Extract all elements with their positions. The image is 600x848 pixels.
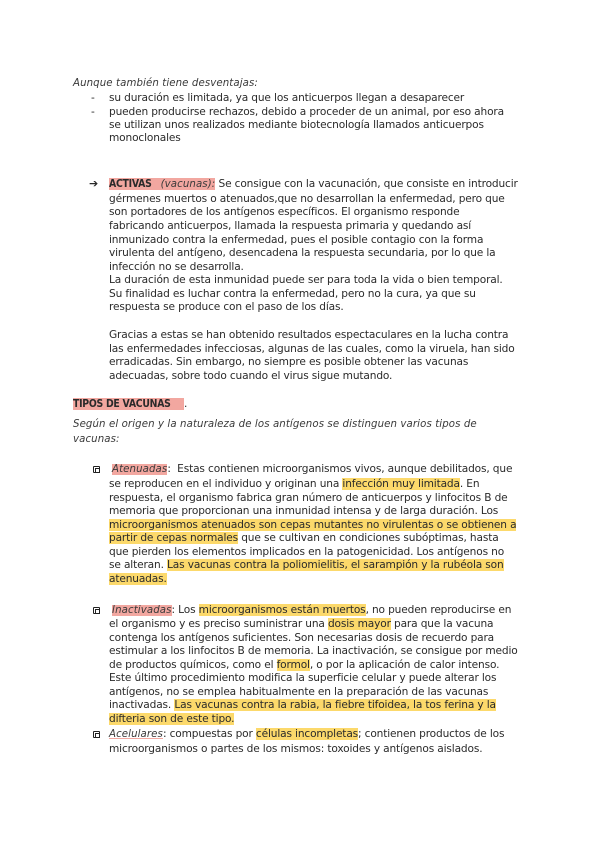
highlight: partir de cepas normales xyxy=(109,532,239,544)
atenuadas-line-8: se alteran. Las vacunas contra la poliomielitis, el sarampión y la rubéola son xyxy=(109,559,504,571)
intro-heading: Aunque también tiene desventajas: xyxy=(73,78,258,89)
activas-line-0: Se consigue con la vacunación, que consiste en introducir xyxy=(218,178,518,190)
activas-line-4: inmunizado contra la enfermedad, pues el posible contagio con la forma xyxy=(109,234,484,246)
intro-bullet-2-line-3: monoclonales xyxy=(109,132,181,144)
activas-line-3: fabricando anticuerpos, llamada la respuesta primaria y quedando así xyxy=(109,220,472,232)
intro-bullet-2-line-1: pueden producirse rechazos, debido a proceder de un animal, por eso ahora xyxy=(109,106,504,118)
tipos-intro-line-1: Según el origen y la naturaleza de los antígenos se distinguen varios tipos de xyxy=(73,419,477,430)
tipos-heading: TIPOS DE VACUNAS . xyxy=(73,398,188,410)
activas-line-6: infección no se desarrolla. xyxy=(109,261,244,273)
inactivadas-line-8: inactivadas. Las vacunas contra la rabia, la fiebre tifoidea, la tos ferina y la xyxy=(109,699,496,711)
activas-line-2: son portadores de los antígenos específicos. El organismo responde xyxy=(109,206,460,218)
highlight: microorganismos atenuados son cepas mutantes no virulentas o se obtienen a xyxy=(109,519,517,531)
inactivadas-line-3: contenga los antígenos suficientes. Son necesarias dosis de recuerdo para xyxy=(109,632,495,644)
highlight: microorganismos están muertos xyxy=(198,604,366,616)
acelulares-line-2: microorganismos o partes de los mismos: toxoides y antígenos aislados. xyxy=(109,743,483,755)
activas-first-line xyxy=(109,178,518,191)
tipos-title: TIPOS DE VACUNAS xyxy=(73,398,171,410)
atenuadas-line-9 xyxy=(109,573,167,586)
tipos-intro-line-2: vacunas: xyxy=(73,434,120,445)
highlight: células incompletas xyxy=(255,728,359,740)
activas-line-1: gérmenes muertos o atenuados,que no desarrollan la enfermedad, pero que xyxy=(109,193,505,205)
activas-para2-line-3: erradicadas. Sin embargo, no siempre es posible obtener las vacunas xyxy=(109,356,469,368)
activas-para2-line-1: Gracias a estas se han obtenido resultados espectaculares en la lucha contra xyxy=(109,329,509,341)
inactivadas-line-1: Inactivadas: Los microorganismos están muertos, no pueden reproducirse en xyxy=(112,604,512,616)
arrow-bullet-icon: ➔ xyxy=(89,177,99,190)
inactivadas-line-2: el organismo y es preciso suministrar una dosis mayor para que la vacuna xyxy=(109,618,494,630)
highlight: dosis mayor xyxy=(327,618,391,630)
activas-line-8: Su finalidad es luchar contra la enfermedad, pero no la cura, ya que su xyxy=(109,288,476,300)
acelulares-term: Acelulares xyxy=(109,729,163,740)
activas-line-7: La duración de esta inmunidad puede ser para toda la vida o bien temporal. xyxy=(109,274,503,286)
activas-line-9: respuesta se produce con el paso de los días. xyxy=(109,301,344,313)
inactivadas-line-9 xyxy=(109,713,234,726)
inactivadas-term: Inactivadas xyxy=(112,605,172,616)
atenuadas-term: Atenuadas xyxy=(112,464,168,475)
checkbox-bullet-icon xyxy=(93,607,100,614)
atenuadas-line-5 xyxy=(109,519,516,532)
inactivadas-line-4: estimular a los linfocitos B de memoria. La inactivación, se consigue por medio xyxy=(109,645,518,657)
dash-bullet: - xyxy=(91,106,95,118)
checkbox-bullet-icon xyxy=(93,466,100,473)
inactivadas-line-6: Este último procedimiento modifica la superficie celular y puede alterar los xyxy=(109,672,497,684)
highlight: infección muy limitada xyxy=(342,478,460,490)
activas-subtitle: (vacunas): xyxy=(160,179,216,190)
atenuadas-line-1: Atenuadas: Estas contienen microorganismos vivos, aunque debilitados, que xyxy=(112,463,513,475)
highlight: Las vacunas contra la rabia, la fiebre tifoidea, la tos ferina y la xyxy=(174,699,496,711)
highlight: atenuadas. xyxy=(109,573,167,585)
highlight: difteria son de este tipo. xyxy=(109,713,235,725)
acelulares-line-1: Acelulares: compuestas por células incompletas; contienen productos de los xyxy=(109,728,505,740)
activas-line-5: virulenta del antígeno, desencadena la respuesta secundaria, por lo que la xyxy=(109,247,496,259)
atenuadas-line-3: respuesta, el organismo fabrica gran número de anticuerpos y linfocitos B de xyxy=(109,492,508,504)
activas-title: ACTIVAS xyxy=(109,178,152,190)
inactivadas-line-5: de productos químicos, como el formol, o por la aplicación de calor intenso. xyxy=(109,659,500,671)
atenuadas-line-7: que pierden los elementos implicados en la patogenicidad. Los antígenos no xyxy=(109,546,505,558)
highlight: formol xyxy=(276,659,310,671)
highlight: Las vacunas contra la poliomielitis, el sarampión y la rubéola son xyxy=(167,559,504,571)
intro-bullet-2-line-2: se utilizan unos realizados mediante biotecnología llamados anticuerpos xyxy=(109,119,484,131)
atenuadas-line-2: se reproducen en el individuo y originan una infección muy limitada. En xyxy=(109,478,480,490)
atenuadas-line-6: partir de cepas normales que se cultivan en condiciones subóptimas, hasta xyxy=(109,532,499,544)
inactivadas-line-7: antígenos, no se emplea habitualmente en la preparación de las vacunas xyxy=(109,686,489,698)
activas-para2-line-2: las enfermedades infecciosas, algunas de las cuales, como la viruela, han sido xyxy=(109,343,515,355)
dash-bullet: - xyxy=(91,92,95,104)
atenuadas-line-4: memoria que proporcionan una inmunidad intensa y de larga duración. Los xyxy=(109,505,499,517)
activas-para2-line-4: adecuadas, sobre todo cuando el virus sigue mutando. xyxy=(109,370,393,382)
checkbox-bullet-icon xyxy=(93,731,100,738)
intro-bullet-1: su duración es limitada, ya que los anticuerpos llegan a desaparecer xyxy=(109,92,465,104)
